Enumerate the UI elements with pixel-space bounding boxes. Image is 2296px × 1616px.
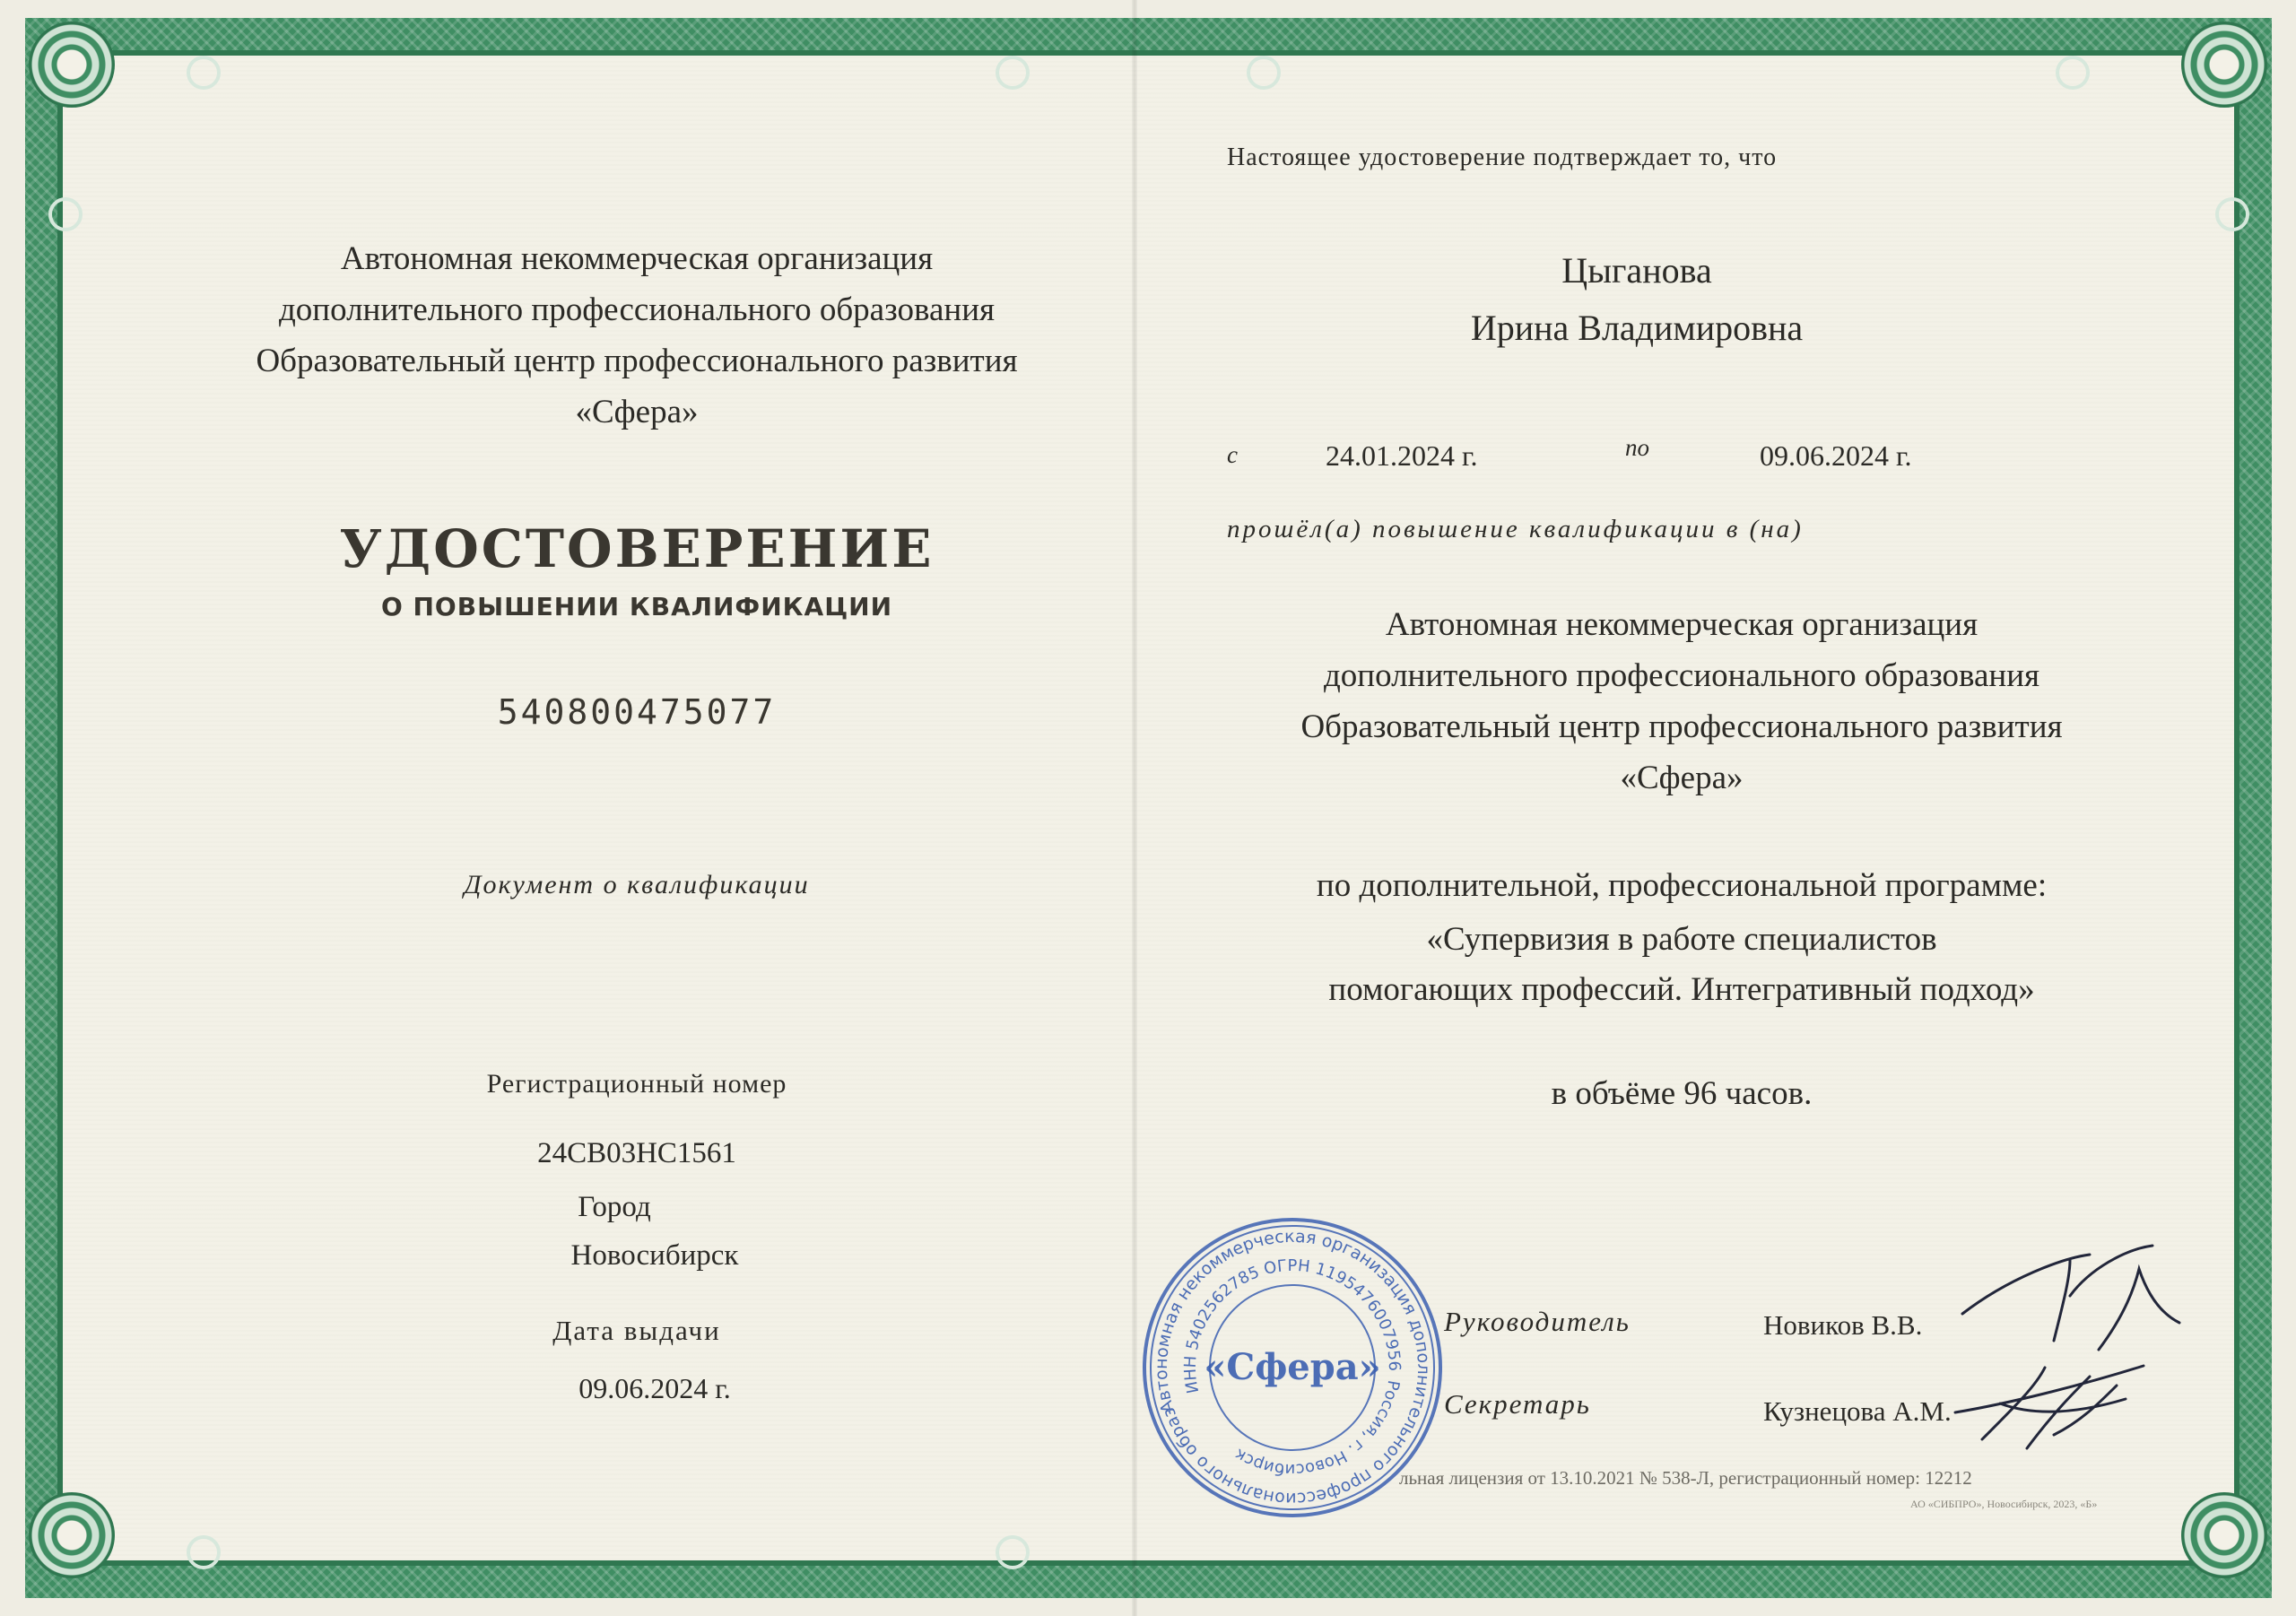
corner-rosette-icon [2181,1492,2267,1578]
issuer-organization [170,233,1103,438]
document-subtitle: О ПОВЫШЕНИИ КВАЛИФИКАЦИИ [380,592,893,621]
program-name [1202,915,2161,1015]
secretary-name: Кузнецова А.М. [1763,1395,1952,1427]
corner-rosette-icon [29,22,115,108]
issuer-line: дополнительного профессионального образования [278,291,996,328]
training-org-line: Образовательный центр профессионального развития [1300,708,2063,745]
border-ornament-icon [2215,197,2249,231]
border-ornament-icon [996,56,1030,90]
registration-label: Регистрационный номер [486,1069,787,1099]
head-name: Новиков В.В. [1763,1309,1923,1341]
period-from-label: с [1227,441,1238,468]
intro-text: Настоящее удостоверение подтверждает то, что [1227,143,1778,171]
organization-stamp [1137,1212,1448,1523]
license-text: льная лицензия от 13.10.2021 № 538-Л, регистрационный номер: 12212 [1399,1467,1972,1489]
border-ornament-icon [1247,56,1281,90]
issue-date: 09.06.2024 г. [578,1372,731,1404]
border-ornament-icon [48,197,83,231]
head-role-label: Руководитель [1444,1306,1631,1337]
period-to-date: 09.06.2024 г. [1760,439,1912,472]
holder-surname: Цыганова [1561,250,1712,291]
issuer-line: Образовательный центр профессионального развития [256,343,1018,379]
program-lead: по дополнительной, профессиональной программе: [1316,867,2048,904]
document-title: УДОСТОВЕРЕНИЕ [339,518,935,579]
issue-date-label: Дата выдачи [552,1315,721,1346]
city: Новосибирск [570,1239,739,1272]
head-signature-icon [1955,1242,2188,1359]
city-label: Город [578,1191,651,1223]
corner-rosette-icon [2181,22,2267,108]
registration-number: 24CB03HC1561 [537,1137,736,1169]
period-from-date: 24.01.2024 г. [1326,439,1478,472]
border-ornament-icon [187,1535,221,1569]
issuer-line: «Сфера» [575,394,699,430]
program-name-line: помогающих профессий. Интегративный подход» [1328,971,2035,1008]
period-to-label: по [1625,434,1649,461]
secretary-signature-icon [1946,1350,2152,1457]
border-ornament-icon [2056,56,2090,90]
stamp-city-text: Россия, г. Новосибирск [1231,1378,1404,1480]
secretary-role-label: Секретарь [1444,1388,1591,1420]
document-type: Документ о квалификации [464,870,810,899]
program-name-line: «Супервизия в работе специалистов [1426,921,1937,958]
border-ornament-icon [996,1535,1030,1569]
training-organization [1202,599,2161,804]
blank-number: 540800475077 [497,692,777,732]
issuer-line: Автономная некоммерческая организация [340,240,934,277]
stamp-id-text: ИНН 5402562785 ОГРН 1195476007956 [1180,1255,1405,1395]
training-org-line: дополнительного профессионального образования [1323,657,2040,694]
program-hours: в объёме 96 часов. [1551,1075,1813,1112]
stamp-ring-text: Автономная некоммерческая организация дополнительного профессионального образования [1151,1226,1434,1509]
training-org-line: Автономная некоммерческая организация [1385,606,1979,643]
training-org-line: «Сфера» [1620,760,1744,796]
border-ornament-icon [187,56,221,90]
stamp-center-text: «Сфера» [1204,1346,1381,1388]
printer-imprint: АО «СИБПРО», Новосибирск, 2023, «Б» [1910,1498,2098,1510]
completion-text: прошёл(а) повышение квалификации в (на) [1227,515,1804,543]
corner-rosette-icon [29,1492,115,1578]
holder-given-names: Ирина Владимировна [1470,308,1804,348]
